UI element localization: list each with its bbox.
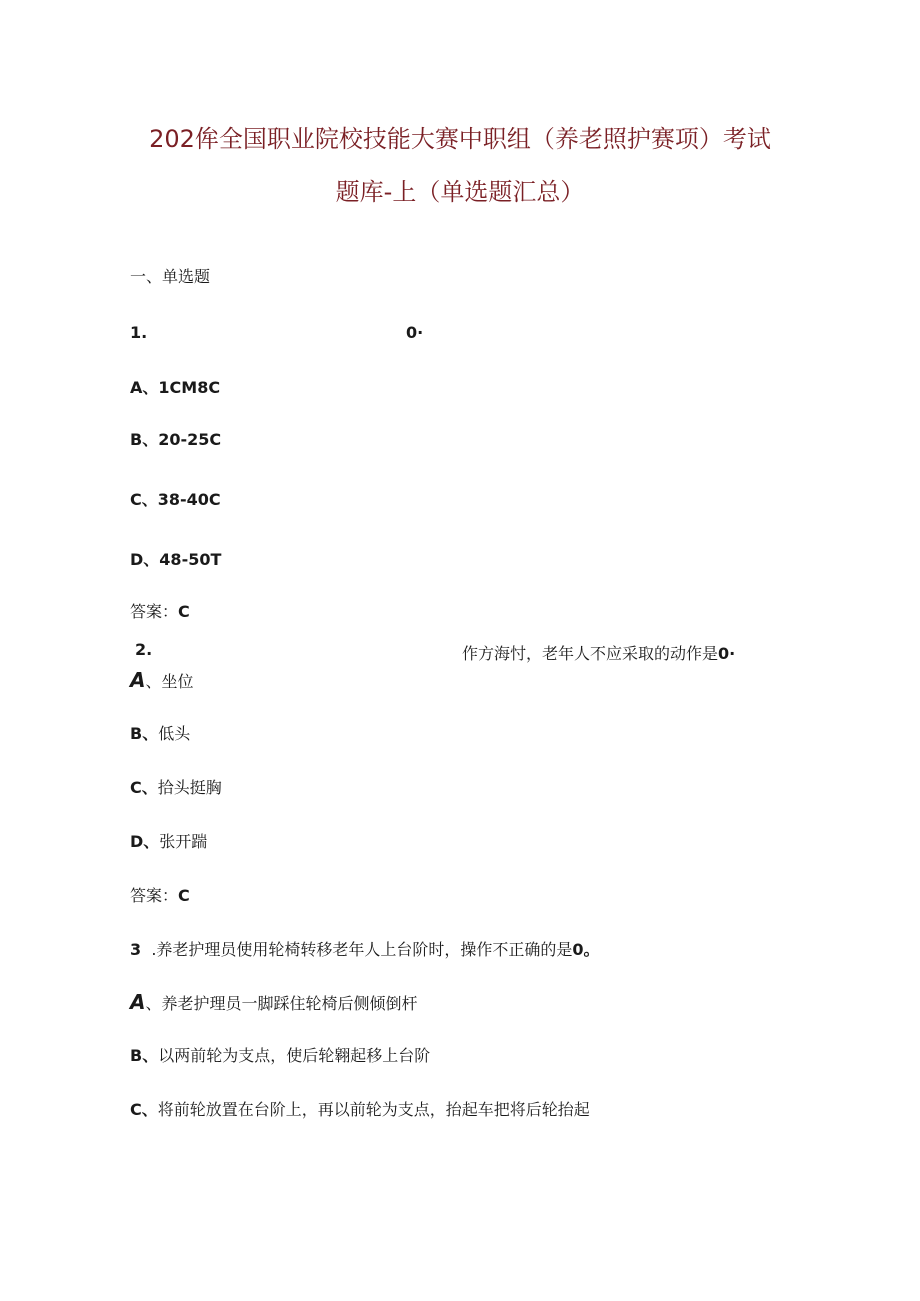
option-label: C、 [130, 490, 158, 509]
option-d [130, 550, 221, 570]
option-label: A [130, 990, 146, 1014]
answer-value: C [178, 886, 190, 905]
answer [130, 602, 190, 622]
option-text: 以两前轮为支点，使后轮翱起移上台阶 [158, 1046, 431, 1065]
option-label: C、 [130, 778, 158, 797]
option-text: 1CM8C [158, 378, 221, 397]
option-label: B、 [130, 724, 159, 743]
option-text: 20-25C [158, 430, 222, 449]
question-stem [130, 940, 600, 960]
option-b [130, 724, 190, 744]
question-tail: 0· [406, 323, 424, 342]
section-heading: 一、单选题 [130, 267, 211, 286]
option-text: 38-40C [157, 490, 221, 509]
option-text: 将前轮放置在台阶上，再以前轮为支点，抬起车把将后轮抬起 [157, 1100, 590, 1119]
option-text: 张开踹 [159, 832, 208, 851]
option-b [130, 430, 221, 450]
question-stem-text: 作方海忖，老年人不应采取的动作是 [462, 644, 719, 663]
title-line-2: 题库-上（单选题汇总） [335, 178, 585, 206]
answer [130, 886, 190, 906]
option-separator: 、 [145, 672, 162, 691]
option-label: C、 [130, 1100, 158, 1119]
option-a [130, 378, 220, 398]
option-label: D、 [130, 832, 160, 851]
option-text: 48-50T [159, 550, 222, 569]
question-number: 1. [130, 323, 148, 342]
option-c [130, 1100, 590, 1120]
question-number: 2. [135, 640, 153, 659]
title-line-1: 202侔全国职业院校技能大赛中职组（养老照护赛项）考试 [149, 125, 771, 153]
option-a [130, 670, 194, 692]
answer-label: 答案： [130, 602, 179, 621]
option-text: 坐位 [161, 672, 194, 691]
option-label: A [130, 668, 146, 692]
option-text: 拾头挺胸 [157, 778, 222, 797]
option-c [130, 778, 222, 798]
option-label: B、 [130, 430, 159, 449]
answer-value: C [178, 602, 190, 621]
option-c [130, 490, 221, 510]
option-separator: 、 [145, 994, 162, 1013]
option-a [130, 992, 418, 1014]
option-text: 养老护理员一脚踩住轮椅后侧倾倒杆 [161, 994, 418, 1013]
option-label: D、 [130, 550, 160, 569]
question-tail: 0· [718, 644, 736, 663]
option-label: A、 [130, 378, 159, 397]
question-tail: 0。 [572, 940, 600, 959]
question-stem-text: .养老护理员使用轮椅转移老年人上台阶时，操作不正确的是 [151, 940, 573, 959]
option-text: 低头 [158, 724, 191, 743]
question-stem [462, 644, 735, 664]
answer-label: 答案： [130, 886, 179, 905]
option-label: B、 [130, 1046, 159, 1065]
option-b [130, 1046, 430, 1066]
question-number: 3 [130, 940, 142, 959]
option-d [130, 832, 207, 852]
